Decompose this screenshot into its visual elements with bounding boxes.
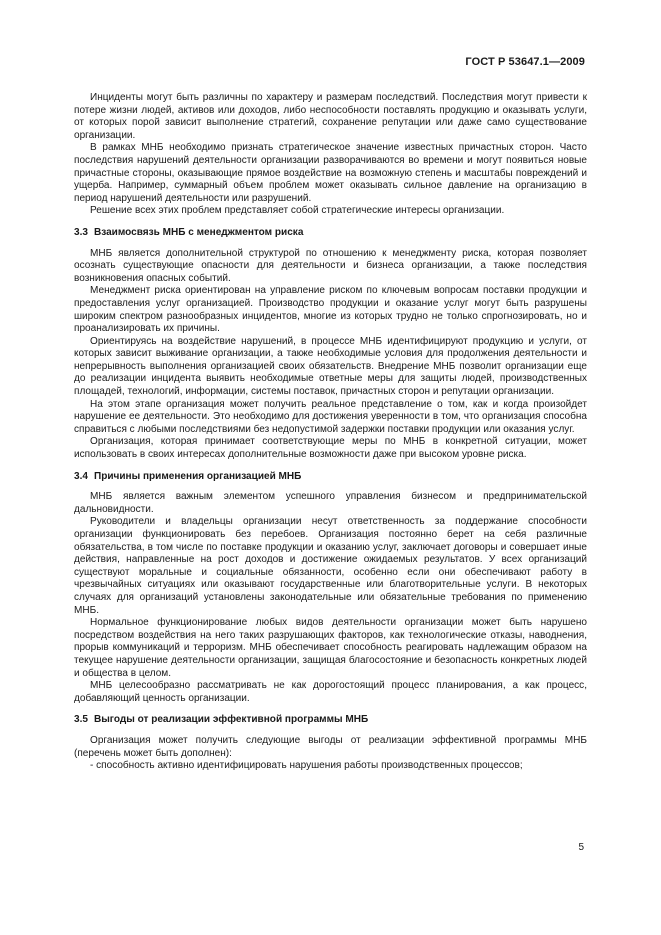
intro-paragraph-1: Инциденты могут быть различны по характеру и размерам последствий. Последствия могут привести к потере жизни людей, активов или доходов, либо неспособности поставлять продукцию и оказывать услуги, от которых порой зависит выполнение стратегий, сохранение репутации или даже само существование организации. [74,92,587,141]
section-3-3-paragraph-4: На этом этапе организация может получить реальное представление о том, как и когда произойдет нарушение ее деятельности. Это необходимо для достижения уверенности в том, что организация способна справиться с любыми последствиями без недопустимой задержки поставки продукции или оказания услуг. [74,398,587,435]
section-title: Взаимосвязь МНБ с менеджментом риска [93,226,304,238]
section-3-4-paragraph-3: Нормальное функционирование любых видов деятельности организации может быть нарушено посредством воздействия на него таких разрушающих факторов, как технологические отказы, наводнения, прорыв коммуникаций и терроризм. МНБ обеспечивает способность реагировать надлежащим образом на текущее нарушение деятельности организации, защищая благосостояние и безопасность конкретных людей и общества в целом. [74,617,587,679]
section-3-3-paragraph-2: Менеджмент риска ориентирован на управление риском по ключевым вопросам поставки продукции и предоставления услуг организацией. Производство продукции и оказание услуг могут быть разрушены широким спектром разнообразных инцидентов, многие из которых трудно не только спрогнозировать, но и проанализировать их причины. [74,285,587,335]
list-item: - способность активно идентифицировать нарушения работы производственных процессов; [90,760,523,772]
section-number: 3.4 [74,470,88,482]
standard-number-header: ГОСТ Р 53647.1—2009 [465,56,585,68]
document-body [74,92,587,773]
section-3-3-paragraph-5: Организация, которая принимает соответствующие меры по МНБ в конкретной ситуации, может использовать в своих интересах дополнительные возможности даже при высоком уровне риска. [74,436,587,461]
section-3-5-paragraph-1: Организация может получить следующие выгоды от реализации эффективной программы МНБ (перечень может быть дополнен): [74,734,587,759]
intro-paragraph-3: Решение всех этих проблем представляет собой стратегические интересы организации. [90,205,505,217]
section-title: Причины применения организацией МНБ [93,470,302,482]
section-3-4-paragraph-1: МНБ является важным элементом успешного управления бизнесом и предпринимательской дальновидности. [74,491,587,515]
section-heading-3-3 [74,227,587,240]
section-3-3-paragraph-3: Ориентируясь на воздействие нарушений, в процессе МНБ идентифицируют продукцию и услуги, от которых зависит выживание организации, а также необходимые условия для продолжения деятельности и непрерывность выполнения организацией своих обязательств. Внедрение МНБ позволит организации еще до реализации инцидента выявить необходимые ответные меры для защиты людей, производственных площадей, технологий, информации, системы поставок, причастных сторон и репутации организации. [74,335,587,398]
section-number: 3.3 [74,226,88,238]
section-3-4-paragraph-4: МНБ целесообразно рассматривать не как дорогостоящий процесс планирования, а как процесс, добавляющий ценность организации. [74,680,587,704]
section-3-3-paragraph-1: МНБ является дополнительной структурой по отношению к менеджменту риска, которая позволяет осознать существующие опасности для деятельности и бизнеса организации, а также последствия возникновения опасных событий. [74,247,587,284]
section-heading-3-4 [74,471,587,484]
page-number: 5 [578,842,584,853]
section-3-4-paragraph-2: Руководители и владельцы организации несут ответственность за поддержание способности организации функционировать без перебоев. Организация постоянно берет на себя различные обязательства, в том числе по поставке продукции и оказанию услуг, заключает договоры и совершает иные действия, направленные на рост доходов и достижение ожидаемых результатов. У всех организаций существуют моральные и социальные обязанности, особенно если они обеспечивают работу в чрезвычайных ситуациях или оказывают государственные или благотворительные услуги. В некоторых случаях для организаций установлены законодательные или обязательные требования по применению МНБ. [74,516,587,616]
section-number: 3.5 [74,714,88,726]
intro-paragraph-2: В рамках МНБ необходимо признать стратегическое значение известных причастных сторон. Часто последствия нарушений деятельности организации разворачиваются во времени и могут появиться новые причастные стороны, оказывающие прямое воздействие на возможную степень и масштабы повреждений и ущерба. Например, суммарный объем проблем может оказывать сильное давление на организацию в период нарушений деятельности или разрушений. [74,142,587,204]
section-title: Выгоды от реализации эффективной программы МНБ [93,714,369,726]
section-heading-3-5 [74,714,587,727]
